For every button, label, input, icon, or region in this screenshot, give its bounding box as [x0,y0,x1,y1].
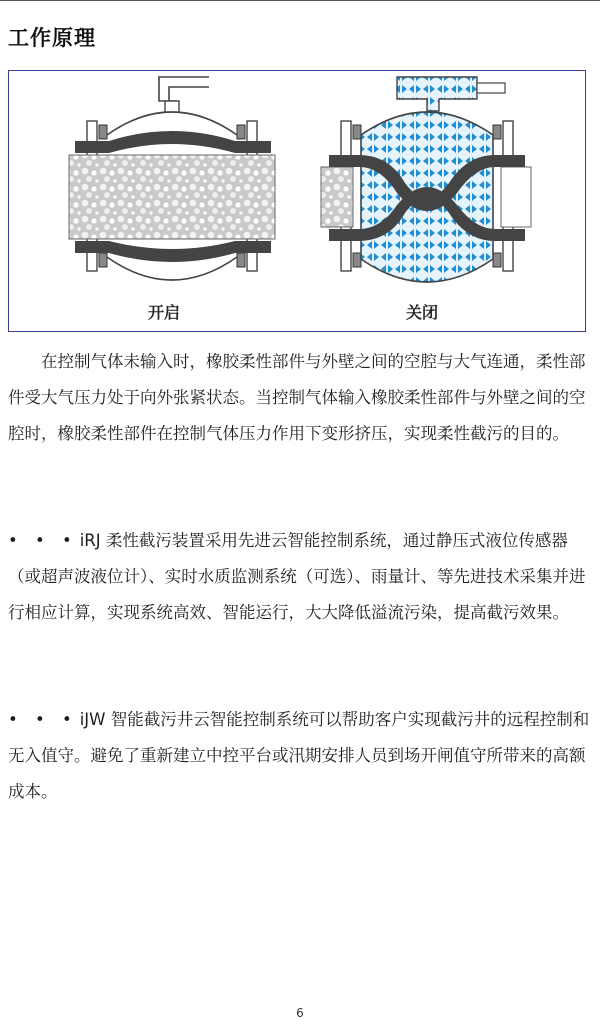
closed-state-diagram [321,77,531,282]
valve-diagram [9,71,585,331]
bullet-marks: • • • [8,531,78,550]
product-code-ijw: iJW [79,710,106,729]
open-state-diagram [69,77,275,280]
paragraph-ijw-text: 智能截污井云智能控制系统可以帮助客户实现截污井的远程控制和无入值守。避免了重新建立中控平台或汛期安排人员到场开闸值守所带来的高额成本。 [8,710,590,801]
paragraph-principle-text: 在控制气体未输入时，橡胶柔性部件与外壁之间的空腔与大气连通，柔性部件受大气压力处于向外张紧状态。当控制气体输入橡胶柔性部件与外壁之间的空腔时，橡胶柔性部件在控制气体压力作用下变形挤压，实现柔性截污的目的。 [8,352,586,443]
caption-closed: 关闭 [406,303,439,322]
paragraph-irj [8,523,592,631]
page-number: 6 [296,1006,304,1020]
paragraph-irj-text: 柔性截污装置采用先进云智能控制系统，通过静压式液位传感器（或超声波液位计）、实时水质监测系统（可选）、雨量计、等先进技术采集并进行相应计算，实现系统高效、智能运行，大大降低溢流污染，提高截污效果。 [8,531,586,622]
paragraph-principle [8,344,592,452]
section-title: 工作原理 [8,26,96,50]
bullet-marks: • • • [8,710,78,729]
paragraph-ijw [8,702,592,810]
top-rule [0,0,600,1]
caption-open: 开启 [148,303,181,322]
working-principle-figure [8,70,586,332]
product-code-irj: iRJ [79,531,101,550]
